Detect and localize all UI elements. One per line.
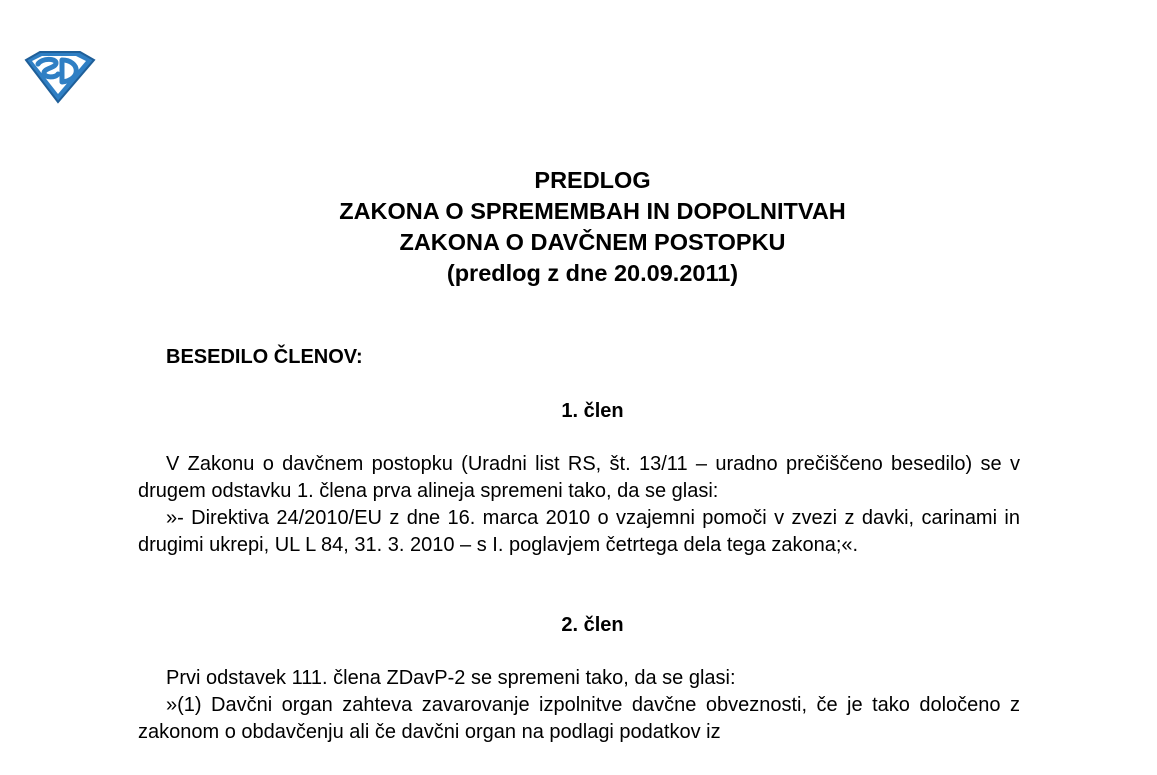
article-2-title: 2. člen <box>561 614 624 636</box>
title-line-3: ZAKONA O DAVČNEM POSTOPKU <box>399 229 786 255</box>
title-line-1: PREDLOG <box>534 167 651 193</box>
article-1-paragraph-2: »- Direktiva 24/2010/EU z dne 16. marca 2010 o vzajemni pomoči v zvezi z davki, carinami in drugimi ukrepi, UL L 84, 31. 3. 2010 – s I. poglavjem četrtega dela tega zakona;«. <box>138 507 1020 556</box>
article-2-paragraph-2: »(1) Davčni organ zahteva zavarovanje izpolnitve davčne obveznosti, če je tako določeno z zakonom o obdavčenju ali če davčni organ na podlagi podatkov iz <box>138 694 1020 743</box>
article-2-body <box>138 665 1020 775</box>
article-1-title: 1. člen <box>561 400 624 422</box>
title-line-4: (predlog z dne 20.09.2011) <box>446 260 739 286</box>
article-2-paragraph-1: Prvi odstavek 111. člena ZDavP-2 se spremeni tako, da se glasi: <box>166 667 736 689</box>
document-title <box>0 165 1157 289</box>
logo-icon <box>22 50 96 104</box>
article-1-body <box>138 451 1020 559</box>
article-1-paragraph-1: V Zakonu o davčnem postopku (Uradni list RS, št. 13/11 – uradno prečiščeno besedilo) se v drugem odstavku 1. člena prva alineja spremeni tako, da se glasi: <box>138 453 1020 502</box>
title-line-2: ZAKONA O SPREMEMBAH IN DOPOLNITVAH <box>339 198 846 224</box>
section-heading: BESEDILO ČLENOV: <box>166 346 363 368</box>
